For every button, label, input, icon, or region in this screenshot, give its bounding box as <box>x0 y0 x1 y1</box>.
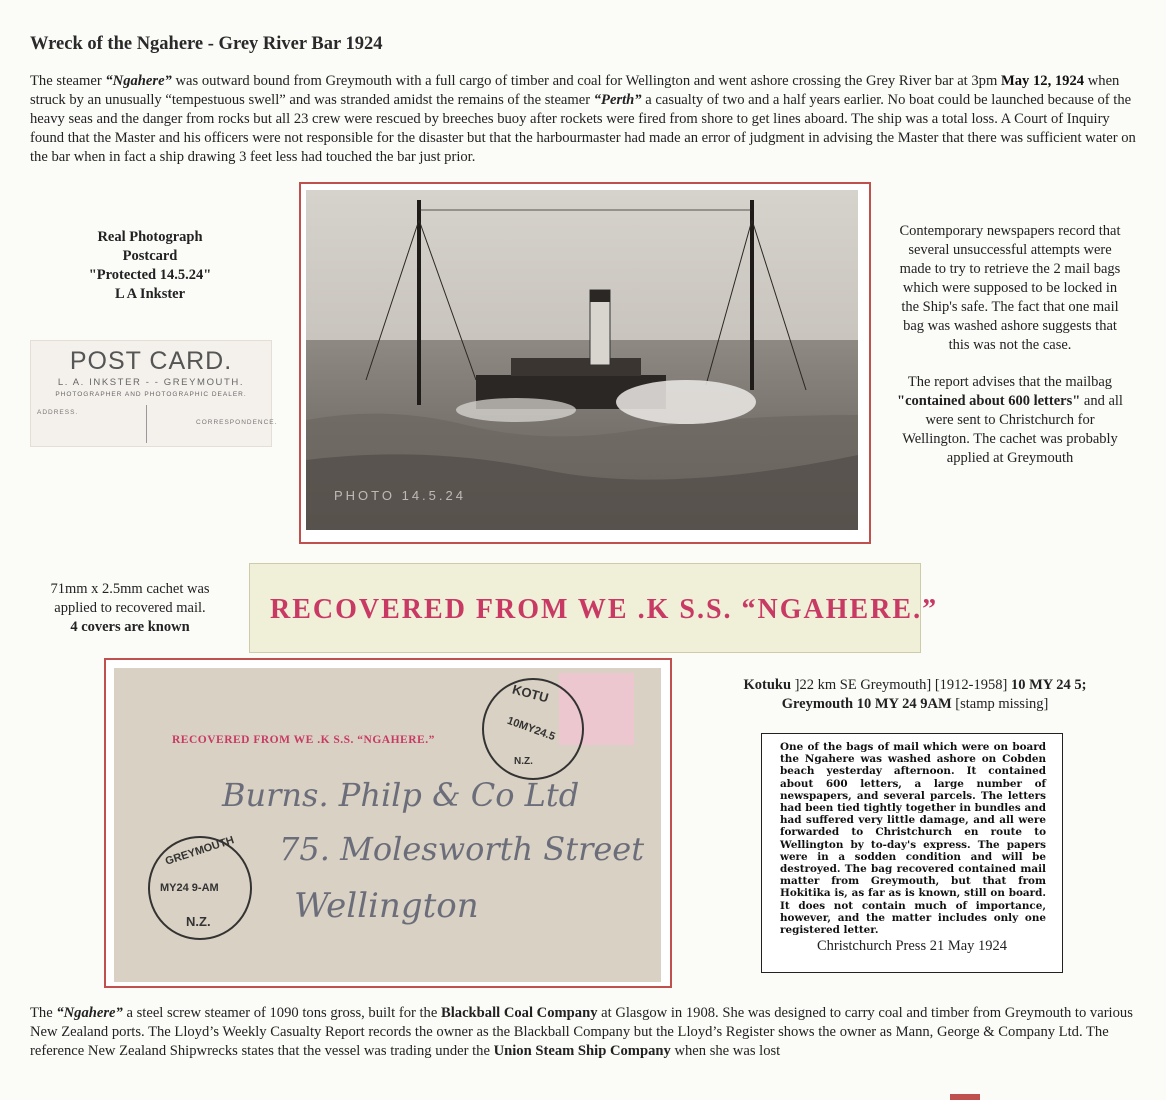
intro-text: a casualty of two and a half years earlier. No boat could be launched because of the heavy seas and the danger from rocks but all 23 crew were rescued by breeches buoy after rockets were fired from shore to get lines aboard. The ship was a total loss. A Court of Inquiry found that the Master and his officers were not responsible for the disaster but that the harbourmaster had made an error of judgment in advising the Master that there was sufficient water on the bar when in fact a ship drawing 3 feet less had touched the bar just prior. <box>30 92 1136 165</box>
mailbag-note-text: and all were sent to Christchurch for Wellington. The cachet was probably applied at Greymouth <box>902 393 1123 466</box>
cachet-enlargement <box>249 563 939 653</box>
photo-caption <box>50 228 250 304</box>
clipping-text: One of the bags of mail which were on board the Ngahere was washed ashore on Cobden beach yesterday afternoon. It contained about 600 letters, a large number of newspapers, and several parcels. The letters had been tied tightly together in bundles and had suffered very little damage, and all were forwarded to Christchurch en route to Wellington by to-day's express. The papers were in a sodden condition and will be destroyed. The bag recovered contained mail matter from Greymouth, but that from Hokitika is, as far as is known, still on board. It does not contain much of importance, however, and the matter includes only one registered letter. <box>780 741 1046 937</box>
footer-text: when she was lost <box>670 1043 781 1059</box>
address-line: Wellington <box>294 886 479 926</box>
ship-name: “Ngahere” <box>56 1005 123 1021</box>
intro-text: when struck by an unusually “tempestuous swell” and was stranded amidst the remains of the steamer <box>30 73 1120 108</box>
company-name: Blackball Coal Company <box>440 1005 598 1021</box>
mailbag-note-text: The report advises that the mailbag <box>907 374 1113 390</box>
shipwreck-photo <box>306 190 858 530</box>
postmark-name: KOTU <box>510 681 551 706</box>
footer-text: at Glasgow in 1908. She was designed to carry coal and timber from Greymouth to various New Zealand ports. The Lloyd’s Weekly Casualty Report records the owner as the Blackball Company but the Lloyd’s Register shows the owner as Mann, George & Company Ltd. The reference New Zealand Shipwrecks states that the vessel was trading under the <box>30 1005 1133 1059</box>
shipwreck-photo-art <box>306 190 858 530</box>
kotuku-details: ]22 km SE Greymouth] [1912-1958] <box>791 677 1011 693</box>
cachet-text: RECOVERED FROM WE .K S.S. “NGAHERE.” <box>270 594 939 625</box>
postmark-date: MY24 9-AM <box>160 882 219 894</box>
stamp-note: [stamp missing] <box>951 696 1049 712</box>
postcard-address-label: ADDRESS. <box>37 409 79 416</box>
greymouth-date: Greymouth 10 MY 24 9AM <box>781 696 952 712</box>
caption-line: Real Photograph <box>97 229 203 245</box>
ship-name-perth: “Perth” <box>593 92 642 108</box>
caption-line: Postcard <box>122 248 178 264</box>
caption-line: "Protected 14.5.24" <box>88 267 212 283</box>
caption-line: applied to recovered mail. <box>54 600 206 616</box>
kotuku-label: Kotuku <box>743 677 792 693</box>
postmark-country: N.Z. <box>514 756 533 767</box>
postcard-publisher: L. A. INKSTER - - GREYMOUTH. <box>57 377 245 388</box>
postmark-description <box>705 676 1125 714</box>
page-marker <box>950 1094 980 1100</box>
newspaper-note: Contemporary newspapers record that several unsuccessful attempts were made to try to retrieve the 2 mail bags which were supposed to be locked in the Ship's safe. The fact that one mail bag was washed ashore suggests that this was not the case. <box>899 223 1121 353</box>
company-name: Union Steam Ship Company <box>493 1043 671 1059</box>
cachet-caption <box>30 580 230 637</box>
postmark-country: N.Z. <box>186 914 211 929</box>
postmark-date: 10MY24.5 <box>505 714 557 744</box>
mailbag-note <box>893 373 1127 468</box>
footer-paragraph <box>30 1004 1145 1061</box>
intro-text: was outward bound from Greymouth with a full cargo of timber and coal for Wellington and went ashore crossing the Grey River bar at 3pm <box>171 73 1001 89</box>
envelope-cover <box>114 668 661 982</box>
clipping-source: Christchurch Press 21 May 1924 <box>816 938 1008 954</box>
address-line: 75. Molesworth Street <box>279 830 645 868</box>
footer-text: The <box>30 1005 57 1021</box>
address-line: Burns. Philp & Co Ltd <box>222 776 580 814</box>
caption-line: L A Inkster <box>114 286 186 302</box>
wreck-date: May 12, 1924 <box>1000 73 1085 89</box>
footer-text: a steel screw steamer of 1090 tons gross, built for the <box>122 1005 441 1021</box>
postcard-divider <box>146 405 147 443</box>
postmark-line-2 <box>705 695 1125 714</box>
postcard-trade: PHOTOGRAPHER AND PHOTOGRAPHIC DEALER. <box>55 391 247 398</box>
postcard-correspondence-label: CORRESPONDENCE. <box>196 419 278 426</box>
kotuku-date: 10 MY 24 5; <box>1010 677 1087 693</box>
newspaper-clipping <box>761 733 1063 973</box>
page-title: Wreck of the Ngahere - Grey River Bar 1924 <box>30 34 383 54</box>
photo-inscription: PHOTO 14.5.24 <box>334 488 466 503</box>
ship-name: “Ngahere” <box>105 73 172 89</box>
greymouth-postmark <box>148 836 252 940</box>
kotuku-postmark <box>482 678 584 780</box>
postcard-back-image <box>30 340 278 447</box>
intro-paragraph <box>30 72 1145 167</box>
right-notes <box>893 222 1127 486</box>
caption-line: 71mm x 2.5mm cachet was <box>50 581 210 597</box>
postmark-line-1 <box>705 676 1125 695</box>
cover-cachet: RECOVERED FROM WE .K S.S. “NGAHERE.” <box>172 734 435 746</box>
intro-text: The steamer <box>30 73 106 89</box>
letters-quote: "contained about 600 letters" <box>897 393 1081 409</box>
postmark-name: GREYMOUTH <box>163 834 236 868</box>
postcard-heading: POST CARD. <box>69 347 233 375</box>
caption-line: 4 covers are known <box>70 619 190 635</box>
